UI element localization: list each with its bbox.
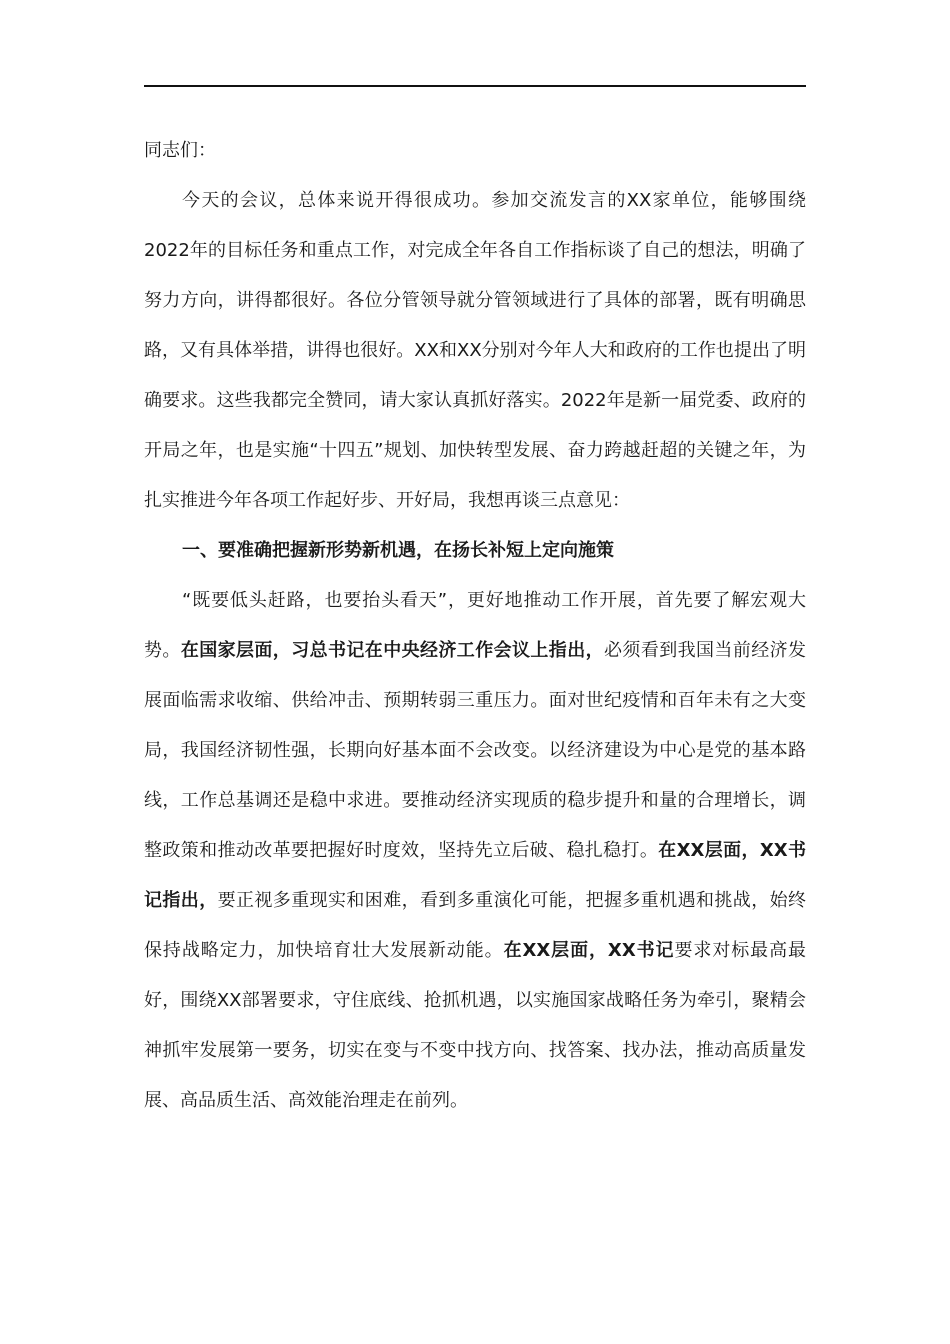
text-run: 必须看到我国当前经济发展面临需求收缩、供给冲击、预期转弱三重压力。面对世纪疫情和百年未有之大变局，我国经济韧性强，长期向好基本面不会改变。以经济建设为中心是党的基本路线，工作总基调还是稳中求进。要推动经济实现质的稳步提升和量的合理增长，调整政策和推动改革要把握好时度效，坚持先立后破、稳扎稳打。: [144, 640, 807, 861]
header-rule: [144, 85, 806, 87]
text-run: 要正视多重现实和困难，看到多重演化可能，把握多重机遇和挑战，始终保持战略定力，加快培育壮大发展新动能。: [144, 890, 807, 961]
text-run: 要求对标最高最好，围绕XX部署要求，守住底线、抢抓机遇，以实施国家战略任务为牵引，聚精会神抓牢发展第一要务，切实在变与不变中找方向、找答案、找办法，推动高质量发展、高品质生活、高效能治理走在前列。: [144, 940, 807, 1111]
text-run: “既要低头赶路，也要抬头看天”，更好地推动工作开展，首先要了解宏观大势。: [144, 590, 806, 661]
bold-run-xx-level-2: 在XX层面，XX书记: [503, 940, 675, 961]
salutation: 同志们：: [144, 140, 216, 161]
bold-run-national-level: 在国家层面，习总书记在中央经济工作会议上指出，: [180, 640, 605, 661]
document-body: [144, 126, 806, 1126]
paragraph-section-1: [144, 576, 806, 1126]
section-heading-1: 一、要准确把握新形势新机遇，在扬长补短上定向施策: [182, 540, 614, 561]
bold-run-xx-level: 在XX层面，XX书记指出，: [144, 840, 806, 911]
paragraph-intro: 今天的会议，总体来说开得很成功。参加交流发言的XX家单位，能够围绕2022年的目标任务和重点工作，对完成全年各自工作指标谈了自己的想法，明确了努力方向，讲得都很好。各位分管领导就分管领域进行了具体的部署，既有明确思路，又有具体举措，讲得也很好。XX和XX分别对今年人大和政府的工作也提出了明确要求。这些我都完全赞同，请大家认真抓好落实。2022年是新一届党委、政府的开局之年，也是实施“十四五”规划、加快转型发展、奋力跨越赶超的关键之年，为扎实推进今年各项工作起好步、开好局，我想再谈三点意见：: [144, 190, 806, 511]
